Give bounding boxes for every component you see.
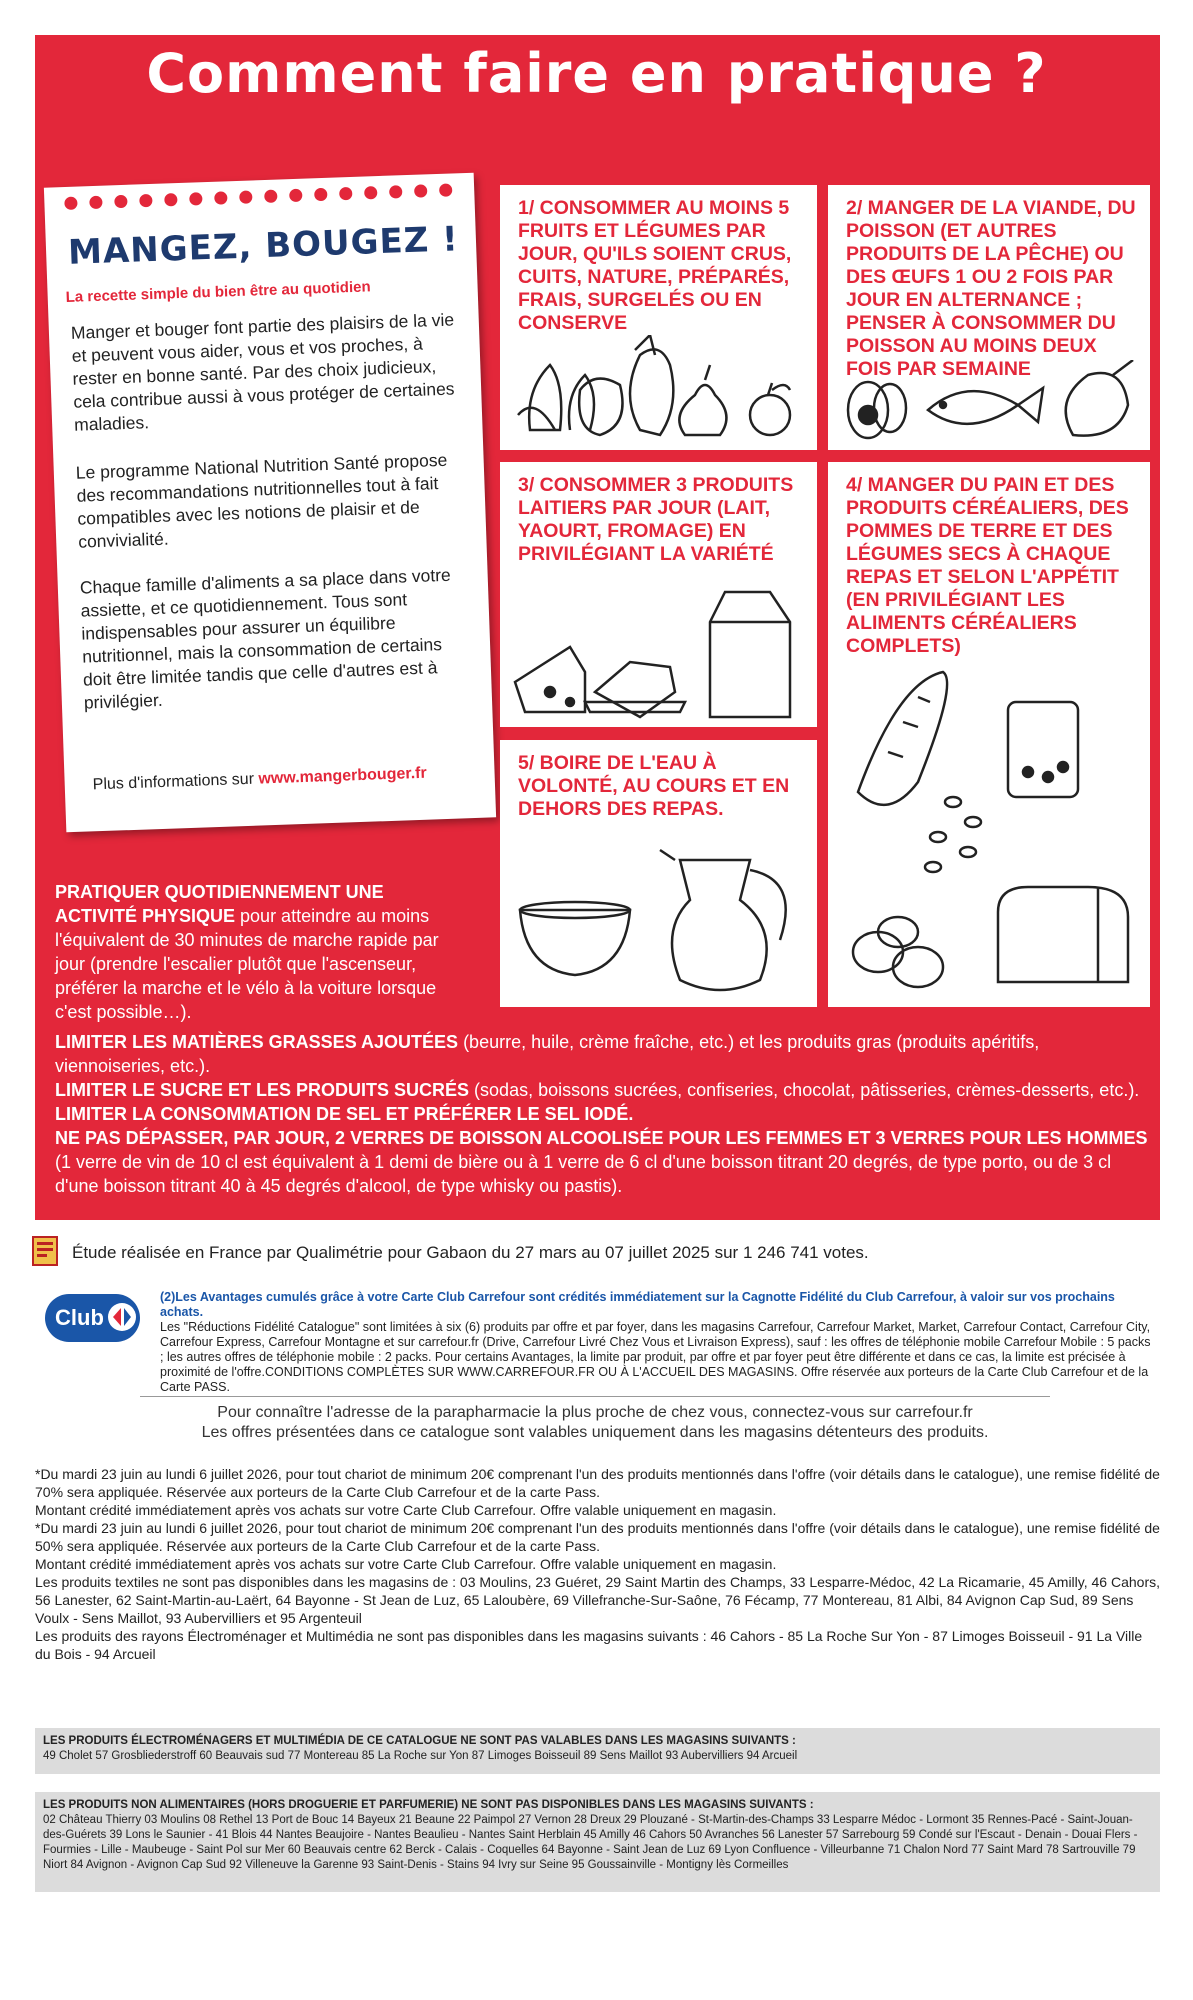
legal-line: Les produits des rayons Électroménager et Multimédia ne sont pas disponibles dans les magasins suivants : 46 Cahors - 85 La Roche Sur Yon - 87 Limoges Boisseuil - 91 La Ville du Bois - 94 Arcueil: [35, 1628, 1143, 1662]
more-info-prefix: Plus d'informations sur: [92, 770, 255, 794]
club-line-1: (2)Les Avantages cumulés grâce à votre Carte Club Carrefour sont crédités immédiatement sur la Cagnotte Fidélité du Club Carrefour, à valoir sur vos prochains achats.: [160, 1290, 1115, 1319]
notepad-card: [44, 173, 496, 833]
legal-notes: [35, 1465, 1160, 1663]
limit-salt: [55, 1102, 1150, 1126]
activity-text: [55, 880, 465, 1024]
mangerbouger-link[interactable]: www.mangerbouger.fr: [258, 764, 427, 788]
notepad-more-info: [92, 765, 427, 795]
tip-box-cereals: [828, 462, 1150, 1007]
club-carrefour-logo: [45, 1294, 140, 1342]
limit-sugar-text: (sodas, boissons sucrées, confiseries, chocolat, pâtisseries, crèmes-desserts, etc.).: [469, 1080, 1140, 1100]
limits-block: [55, 1030, 1150, 1198]
tip-3-text: 3/ CONSOMMER 3 PRODUITS LAITIERS PAR JOUR (LAIT, YAOURT, FROMAGE) EN PRIVILÉGIANT LA VARIÉTÉ: [518, 474, 794, 565]
bread-potatoes-icon: [838, 662, 1143, 1002]
limit-fat-bold: LIMITER LES MATIÈRES GRASSES AJOUTÉES: [55, 1032, 459, 1052]
legal-line: Montant crédité immédiatement après vos achats sur votre Carte Club Carrefour. Offre valable uniquement en magasin.: [35, 1502, 777, 1518]
grey-box-2-title: LES PRODUITS NON ALIMENTAIRES (HORS DROGUERIE ET PARFUMERIE) NE SONT PAS DISPONIBLES DANS LES MAGASINS SUIVANTS :: [43, 1799, 814, 1811]
tip-5-text: 5/ BOIRE DE L'EAU À VOLONTÉ, AU COURS ET EN DEHORS DES REPAS.: [518, 752, 790, 820]
limit-salt-bold: LIMITER LA CONSOMMATION DE SEL ET PRÉFÉRER LE SEL IODÉ.: [55, 1104, 634, 1124]
legal-line: Les produits textiles ne sont pas disponibles dans les magasins de : 03 Moulins, 23 Guéret, 29 Saint Martin des Champs, 33 Lesparre-Médoc, 42 La Ricamarie, 45 Amilly, 46 Cahors, 56 Lanester, 62 Saint-Martin-au-Laërt, 64 Bayonne - St Jean de Luz, 65 Laloubère, 69 Villefranche-Sur-Saône, 76 Fécamp, 77 Montereau, 81 Albi, 84 Avignon Cap Sud, 89 Sens Voulx - Sens Maillot, 93 Aubervilliers et 95 Argenteuil: [35, 1574, 1160, 1626]
notepad-paragraph-1: Manger et bouger font partie des plaisirs de la vie et peuvent vous aider, vous et vos proches, à rester en bonne santé. Par des choix judicieux, cela contribue aussi à vous protéger de certaines maladies.: [70, 309, 455, 435]
page-title: Comment faire en pratique ?: [146, 42, 1047, 105]
para-line-2: Les offres présentées dans ce catalogue sont valables uniquement dans les magasins détenteurs des produits.: [201, 1424, 989, 1441]
fruits-vegetables-icon: [510, 335, 810, 445]
tip-box-water: [500, 740, 817, 1007]
legal-line: *Du mardi 23 juin au lundi 6 juillet 2026, pour tout chariot de minimum 20€ comprenant l'un des produits mentionnés dans l'offre (voir détails dans le catalogue), une remise fidélité de 50% sera appliquée. Réservée aux porteurs de la Carte Club Carrefour et de la carte Pass.: [35, 1520, 1160, 1554]
grey-box-1-text: 49 Cholet 57 Grosbliederstroff 60 Beauvais sud 77 Montereau 85 La Roche sur Yon 87 Limoges Boisseuil 89 Sens Maillot 93 Aubervilliers 94 Arcueil: [43, 1750, 798, 1762]
club-line-2: Les "Réductions Fidélité Catalogue" sont limitées à six (6) produits par offre et par foyer, dans les magasins Carrefour, Carrefour Market, Market, Carrefour Contact, Carrefour City, Carrefour Express, Carrefour Montagne et sur carrefour.fr (Drive, Carrefour Livré Chez Vous et Livraison Express), sauf : les offres de téléphonie mobile Carrefour Mobile : 5 packs ; les autres offres de téléphonie mobile : 2 packs. Pour certains Avantages, la limite par produit, par offre et par foyer peut être différente et dans ce cas, la limite est précisée à proximité de l'offre.CONDITIONS COMPLÈTES SUR WWW.CARREFOUR.FR OU À L'ACCUEIL DES MAGASINS. Offre réservée aux porteurs de la Carte Club Carrefour et de la Carte PASS.: [160, 1320, 1151, 1394]
club-conditions: [160, 1290, 1155, 1395]
notepad-rings: [64, 183, 464, 217]
carrefour-logo-icon: [107, 1302, 137, 1332]
activity-bold: PRATIQUER QUOTIDIENNEMENT UNE ACTIVITÉ PHYSIQUE: [55, 882, 384, 926]
dairy-products-icon: [510, 582, 810, 722]
legal-line: Montant crédité immédiatement après vos achats sur votre Carte Club Carrefour. Offre valable uniquement en magasin.: [35, 1556, 777, 1572]
activity-desc: pour atteindre au moins l'équivalent de 30 minutes de marche rapide par jour (prendre l'escalier plutôt que l'ascenseur, préférer la marche et le vélo à la voiture lorsque c'est possible…).: [55, 906, 439, 1022]
tip-1-text: 1/ CONSOMMER AU MOINS 5 FRUITS ET LÉGUMES PAR JOUR, QU'ILS SOIENT CRUS, CUITS, NATURE, PRÉPARÉS, FRAIS, SURGELÉS OU EN CONSERVE: [518, 197, 792, 334]
limit-fat: [55, 1030, 1150, 1078]
notepad-paragraph-2: Le programme National Nutrition Santé propose des recommandations nutritionnelles tout à fait compatibles avec les notions de plaisir et de convivialité.: [75, 449, 448, 552]
legal-line: *Du mardi 23 juin au lundi 6 juillet 2026, pour tout chariot de minimum 20€ comprenant l'un des produits mentionnés dans l'offre (voir détails dans le catalogue), une remise fidélité de 70% sera appliquée. Réservée aux porteurs de la Carte Club Carrefour et de la carte Pass.: [35, 1466, 1160, 1500]
tip-4-text: 4/ MANGER DU PAIN ET DES PRODUITS CÉRÉALIERS, DES POMMES DE TERRE ET DES LÉGUMES SECS À CHAQUE REPAS ET SELON L'APPÉTIT (EN PRIVILÉGIANT LES ALIMENTS CÉRÉALIERS COMPLETS): [846, 474, 1129, 657]
limit-alcohol-text: (1 verre de vin de 10 cl est équivalent à 1 demi de bière ou à 1 verre de 6 cl d'une boisson titrant 20 degrés, de type porto, ou de 3 cl d'une boisson titrant 40 à 45 degrés d'alcool, de type whisky ou pastis).: [55, 1152, 1112, 1196]
study-badge-icon: [32, 1236, 58, 1266]
grey-box-1-title: LES PRODUITS ÉLECTROMÉNAGERS ET MULTIMÉDIA DE CE CATALOGUE NE SONT PAS VALABLES DANS LES MAGASINS SUIVANTS :: [43, 1735, 796, 1747]
notepad-subtitle: La recette simple du bien être au quotidien: [65, 278, 371, 306]
tip-box-dairy: [500, 462, 817, 727]
non-food-exclusions: [35, 1792, 1160, 1892]
electromenager-exclusions: [35, 1728, 1160, 1774]
bowl-jug-icon: [510, 840, 810, 1000]
limit-alcohol: [55, 1126, 1150, 1198]
limit-sugar-bold: LIMITER LE SUCRE ET LES PRODUITS SUCRÉS: [55, 1080, 470, 1100]
notepad-title: MANGEZ, BOUGEZ !: [67, 219, 460, 273]
notepad-paragraph-3: Chaque famille d'aliments a sa place dans votre assiette, et ce quotidiennement. Tous sont indispensables pour assurer un équilibre nutritionnel, mais la consommation de certains doit être limitée tandis que celle d'autres est à privilégier.: [79, 564, 452, 713]
limit-sugar: [55, 1078, 1150, 1102]
limit-fat-text: (beurre, huile, crème fraîche, etc.) et les produits gras (produits apéritifs, viennoiseries, etc.).: [55, 1032, 1040, 1076]
tip-box-protein: [828, 185, 1150, 450]
club-logo-text: Club: [55, 1305, 104, 1330]
study-text: Étude réalisée en France par Qualimétrie pour Gabaon du 27 mars au 07 juillet 2025 sur 1 246 741 votes.: [72, 1243, 869, 1262]
tip-box-fruits: [500, 185, 817, 450]
parapharmacie-info: [140, 1396, 1050, 1443]
tip-2-text: 2/ MANGER DE LA VIANDE, DU POISSON (ET AUTRES PRODUITS DE LA PÊCHE) OU DES ŒUFS 1 OU 2 FOIS PAR JOUR EN ALTERNANCE ; PENSER À CONSOMMER DU POISSON AU MOINS DEUX FOIS PAR SEMAINE: [846, 197, 1136, 380]
para-line-1: Pour connaître l'adresse de la parapharmacie la plus proche de chez vous, connectez-vous sur carrefour.fr: [217, 1404, 973, 1421]
grey-box-2-text: 02 Château Thierry 03 Moulins 08 Rethel 13 Port de Bouc 14 Bayeux 21 Beaune 22 Paimpol 27 Vernon 28 Dreux 29 Plouzané - St-Martin-des-Champs 33 Lesparre Médoc - Lormont 35 Rennes-Pacé - Saint-Jouan-des-Guérets 39 Lons le Saunier - 41 Blois 44 Nantes Beaujoire - Nantes Beaulieu - Nantes Saint Herblain 45 Amilly 46 Cahors 50 Avranches 56 Lanester 57 Sarrebourg 59 Condé sur l'Escaut - Denain - Douai Flers - Fourmies - Lille - Maubeuge - Saint Pol sur Mer 60 Beauvais centre 62 Berck - Calais - Coquelles 64 Bayonne - Saint Jean de Luz 69 Lyon Confluence - Villeurbanne 71 Chalon Nord 77 Saint Mard 78 Sartrouville 79 Niort 84 Avignon - Avignon Cap Sud 92 Villeneuve la Garenne 93 Saint-Denis - Stains 94 Ivry sur Seine 95 Goussainville - Montigny lès Cormeilles: [43, 1814, 1138, 1871]
limit-alcohol-bold: NE PAS DÉPASSER, PAR JOUR, 2 VERRES DE BOISSON ALCOOLISÉE POUR LES FEMMES ET 3 VERRES POUR LES HOMMES: [55, 1128, 1148, 1148]
egg-fish-meat-icon: [838, 360, 1143, 445]
